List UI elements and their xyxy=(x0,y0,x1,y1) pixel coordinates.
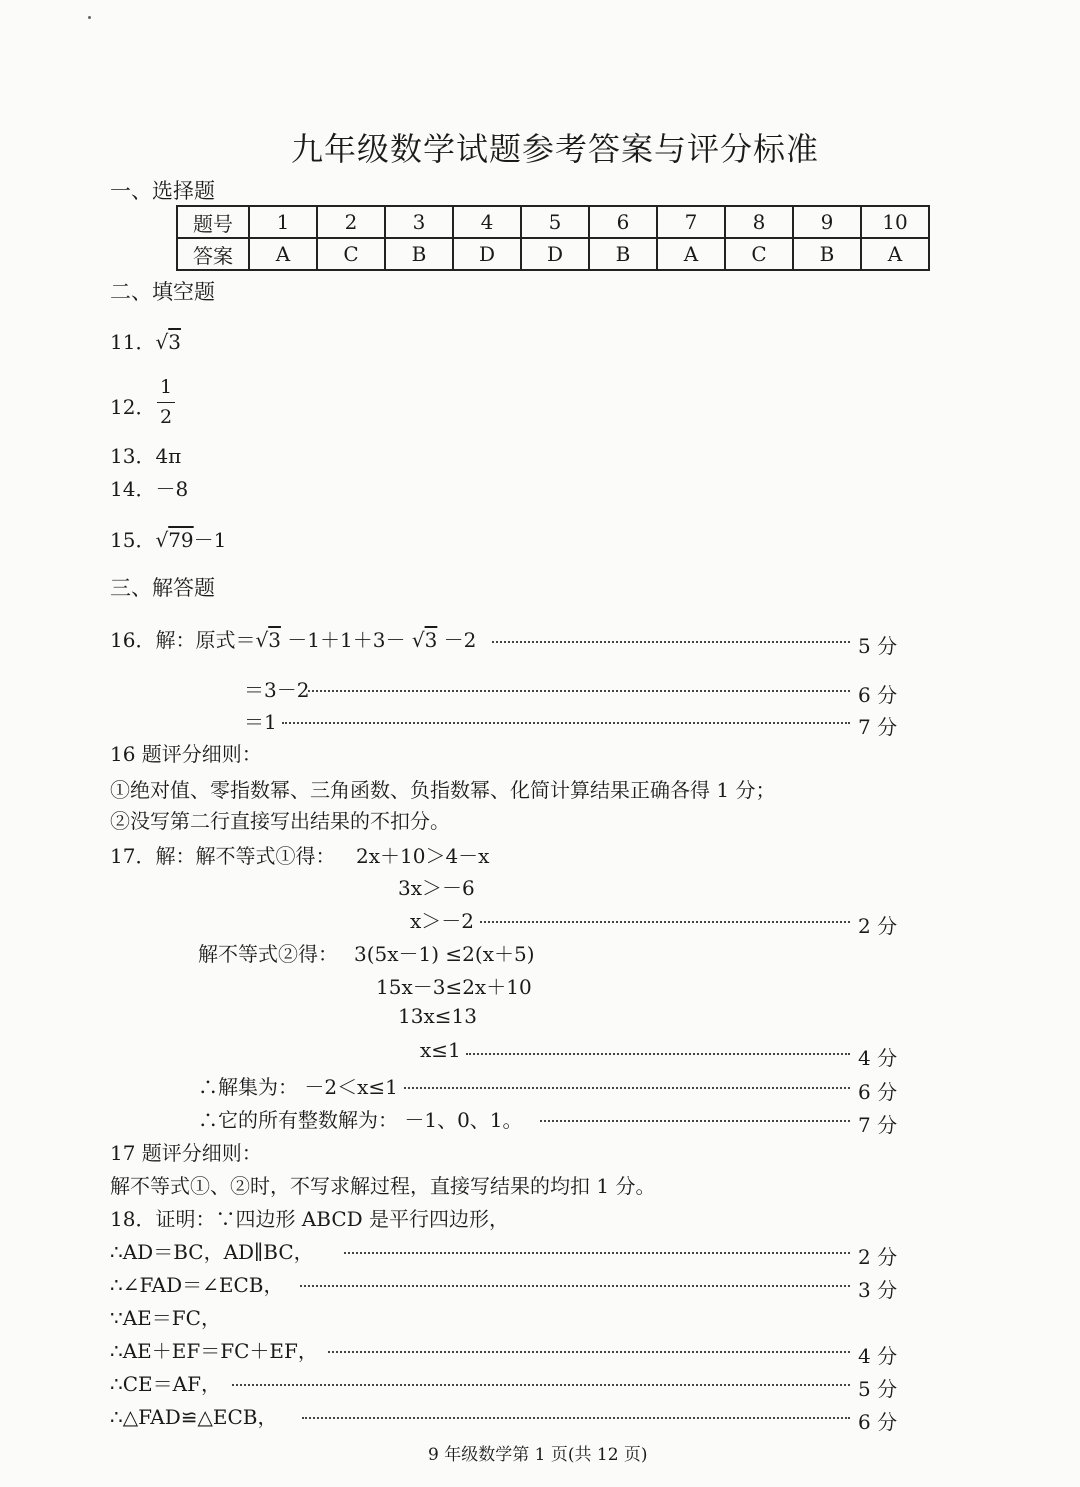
table-cell: A xyxy=(861,238,929,270)
scan-speck xyxy=(88,16,91,19)
leader-dots xyxy=(300,1285,850,1287)
q16-rules-title: 16 题评分细则： xyxy=(110,742,262,766)
q18-line7: ∴△FAD≌△ECB， xyxy=(110,1405,278,1429)
table-cell: 7 xyxy=(657,206,725,238)
q16-radicand: 3 xyxy=(268,628,281,652)
q18-line2: ∴AD＝BC，AD∥BC， xyxy=(110,1240,314,1264)
table-cell: C xyxy=(317,238,385,270)
q16-radicand: 3 xyxy=(424,628,438,652)
q17-line4-expr: 3(5x－1) ≤2(x＋5) xyxy=(354,942,535,966)
leader-dots xyxy=(404,1087,850,1089)
q11-answer xyxy=(110,326,181,355)
table-cell: 1 xyxy=(249,206,317,238)
q17-line1-expr: 2x＋10＞4－x xyxy=(356,844,490,868)
q12-number: 12． xyxy=(110,395,156,419)
q15-rest: －1 xyxy=(193,528,227,552)
score-mark: 3 分 xyxy=(858,1278,898,1302)
q16-line2: ＝3－2 xyxy=(244,678,310,702)
table-cell: C xyxy=(725,238,793,270)
section-solve-heading: 三、解答题 xyxy=(110,576,215,600)
q16-line1-text: 16．解：原式＝ xyxy=(110,628,256,652)
table-cell: 5 xyxy=(521,206,589,238)
q17-line7: x≤1 xyxy=(420,1038,461,1062)
table-cell: D xyxy=(453,238,521,270)
fraction-bar xyxy=(157,402,175,403)
leader-dots xyxy=(302,1417,850,1419)
sqrt-sign: √ xyxy=(411,628,425,652)
score-mark: 5 分 xyxy=(858,1377,898,1401)
score-mark: 6 分 xyxy=(858,1080,898,1104)
leader-dots xyxy=(232,1384,850,1386)
q14-answer: 14．－8 xyxy=(110,477,189,501)
q12-numerator: 1 xyxy=(159,376,173,398)
score-mark: 5 分 xyxy=(858,634,898,658)
table-answer-label: 答案 xyxy=(177,238,249,270)
choice-answer-table xyxy=(176,205,930,271)
table-cell: 2 xyxy=(317,206,385,238)
leader-dots xyxy=(466,1053,850,1055)
table-cell: A xyxy=(249,238,317,270)
q18-line4: ∵AE＝FC， xyxy=(110,1306,221,1330)
table-row-answers xyxy=(177,238,929,270)
q17-line3: x＞－2 xyxy=(410,909,475,933)
table-cell: D xyxy=(521,238,589,270)
q16-line1-mid: －1＋1＋3－ xyxy=(280,628,412,652)
sqrt-sign: √ xyxy=(155,528,169,552)
score-mark: 6 分 xyxy=(858,1410,898,1434)
table-cell: 9 xyxy=(793,206,861,238)
q16-line1 xyxy=(110,624,476,653)
q12-denominator: 2 xyxy=(159,406,173,428)
table-cell: 3 xyxy=(385,206,453,238)
score-mark: 2 分 xyxy=(858,914,898,938)
leader-dots xyxy=(344,1252,850,1254)
table-cell: B xyxy=(589,238,657,270)
q17-line2: 3x＞－6 xyxy=(398,876,475,900)
q18-line3: ∴∠FAD＝∠ECB， xyxy=(110,1273,284,1297)
q16-rule-1: ①绝对值、零指数幂、三角函数、负指数幂、化简计算结果正确各得 1 分； xyxy=(110,778,776,802)
q16-rule-2: ②没写第二行直接写出结果的不扣分。 xyxy=(110,809,450,833)
q17-line1-label: 17．解：解不等式①得： xyxy=(110,844,336,868)
score-mark: 7 分 xyxy=(858,715,898,739)
table-cell: B xyxy=(385,238,453,270)
section-choice-heading: 一、选择题 xyxy=(110,179,215,203)
table-cell: A xyxy=(657,238,725,270)
table-cell: 8 xyxy=(725,206,793,238)
leader-dots xyxy=(282,722,850,724)
q15-radicand: 79 xyxy=(168,528,194,552)
page-footer: 9 年级数学第 1 页(共 12 页) xyxy=(428,1445,648,1465)
q15-number: 15． xyxy=(110,528,156,552)
table-cell: B xyxy=(793,238,861,270)
leader-dots xyxy=(540,1120,850,1122)
table-row-numbers xyxy=(177,206,929,238)
score-mark: 4 分 xyxy=(858,1046,898,1070)
q17-rules-title: 17 题评分细则： xyxy=(110,1141,262,1165)
q17-line8: ∴解集为： －2＜x≤1 xyxy=(198,1075,398,1099)
score-mark: 2 分 xyxy=(858,1245,898,1269)
table-header-label: 题号 xyxy=(177,206,249,238)
q16-line3: ＝1 xyxy=(244,710,277,734)
table-cell: 6 xyxy=(589,206,657,238)
q11-number: 11． xyxy=(110,330,156,354)
q16-line1-end: －2 xyxy=(437,628,477,652)
q18-line6: ∴CE＝AF， xyxy=(110,1372,221,1396)
table-cell: 10 xyxy=(861,206,929,238)
score-mark: 6 分 xyxy=(858,683,898,707)
q17-line4-label: 解不等式②得： xyxy=(198,942,338,966)
leader-dots xyxy=(492,641,850,643)
q17-line6: 13x≤13 xyxy=(398,1004,477,1028)
leader-dots xyxy=(480,921,850,923)
q17-line5: 15x－3≤2x＋10 xyxy=(376,975,532,999)
section-fill-heading: 二、填空题 xyxy=(110,280,215,304)
table-cell: 4 xyxy=(453,206,521,238)
leader-dots xyxy=(308,690,850,692)
sqrt-sign: √ xyxy=(155,330,169,354)
q17-rule-1: 解不等式①、②时，不写求解过程，直接写结果的均扣 1 分。 xyxy=(110,1174,656,1198)
q15-answer xyxy=(110,524,226,553)
score-mark: 4 分 xyxy=(858,1344,898,1368)
q17-line9: ∴它的所有整数解为： －1、0、1。 xyxy=(198,1108,523,1132)
q18-line5: ∴AE＋EF＝FC＋EF， xyxy=(110,1339,318,1363)
sqrt-sign: √ xyxy=(255,628,269,652)
leader-dots xyxy=(328,1351,850,1353)
q18-line1: 18．证明：∵四边形 ABCD 是平行四边形， xyxy=(110,1207,510,1231)
q13-answer: 13．4π xyxy=(110,444,182,468)
q11-radicand: 3 xyxy=(168,330,181,354)
score-mark: 7 分 xyxy=(858,1113,898,1137)
page-title: 九年级数学试题参考答案与评分标准 xyxy=(290,130,819,168)
